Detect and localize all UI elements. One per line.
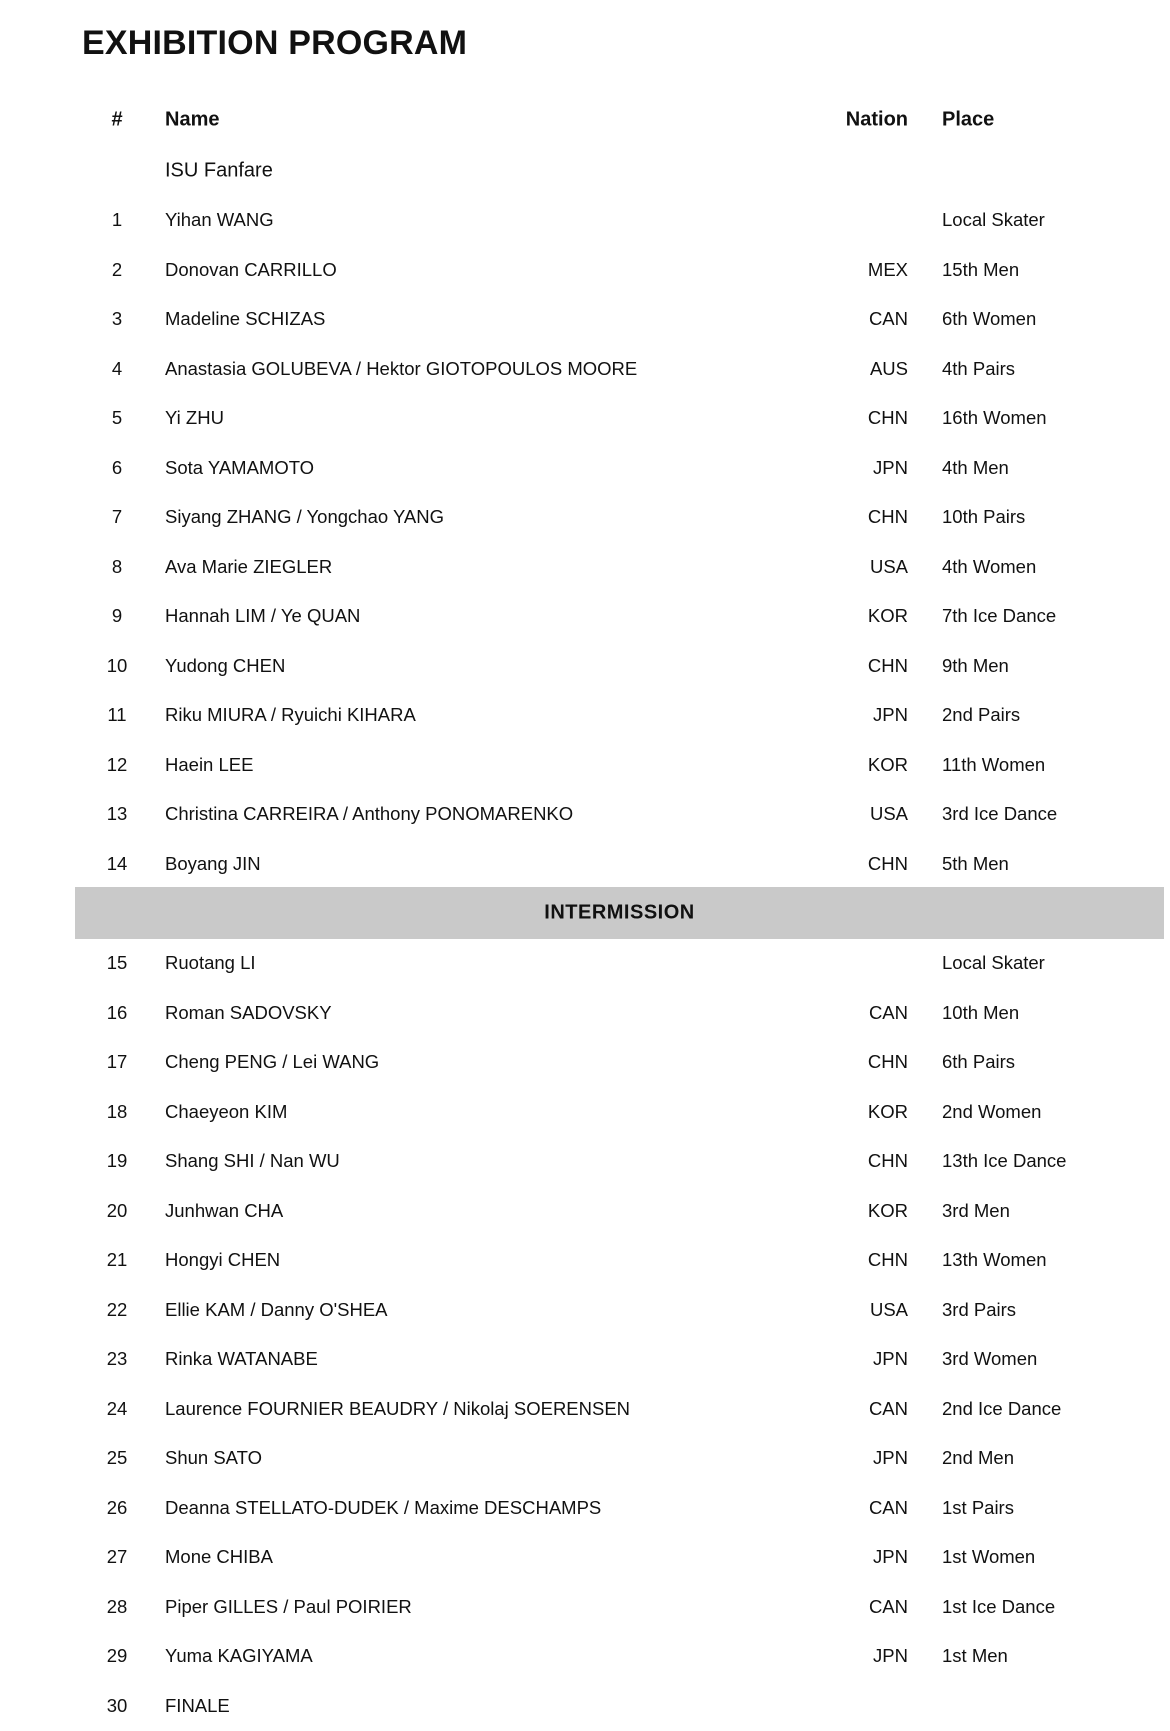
performer-name: Donovan CARRILLO [165,258,337,280]
program-part-2 [75,939,1164,1731]
performer-name: Yuma KAGIYAMA [165,1645,313,1667]
performer-number: 23 [106,1348,128,1370]
table-row [75,1137,1164,1187]
performer-number: 1 [111,209,123,231]
performer-name: Chaeyeon KIM [165,1100,288,1122]
table-row [75,1285,1164,1335]
table-row [75,641,1164,691]
performer-place: 13th Women [942,1249,1047,1271]
performer-place: 3rd Pairs [942,1298,1017,1320]
performer-nation: KOR [867,1100,908,1122]
performer-name: Anastasia GOLUBEVA / Hektor GIOTOPOULOS MOORE [165,357,638,379]
performer-name: Siyang ZHANG / Yongchao YANG [165,506,445,528]
performer-place: 13th Ice Dance [942,1150,1067,1172]
performer-number: 29 [106,1645,128,1667]
performer-place: 1st Women [942,1546,1036,1568]
performer-nation: KOR [867,605,908,627]
table-row [75,592,1164,642]
intermission-bar [75,887,1164,939]
performer-place: 3rd Men [942,1199,1010,1221]
performer-number: 13 [106,803,128,825]
performer-name: Shang SHI / Nan WU [165,1150,340,1172]
performer-name: Yihan WANG [165,209,274,231]
performer-nation: JPN [873,1447,908,1469]
table-row [75,1335,1164,1385]
performer-nation: CAN [868,1595,908,1617]
performer-name: Roman SADOVSKY [165,1001,332,1023]
performer-number: 22 [106,1298,128,1320]
performer-name: Shun SATO [165,1447,263,1469]
performer-name: Haein LEE [165,753,254,775]
performer-number: 10 [106,654,128,676]
performer-name: Ruotang LI [165,952,256,974]
column-header-name: Name [165,108,220,131]
performer-nation: JPN [873,1348,908,1370]
performer-number: 30 [106,1694,128,1716]
performer-nation: MEX [867,258,908,280]
performer-number: 14 [106,852,128,874]
column-header-place: Place [942,108,995,131]
performer-nation: JPN [873,1645,908,1667]
performer-nation: CHN [867,654,908,676]
table-row [75,1186,1164,1236]
table-row [75,394,1164,444]
performer-place: 1st Ice Dance [942,1595,1056,1617]
performer-name: Hongyi CHEN [165,1249,281,1271]
performer-number: 8 [111,555,123,577]
performer-nation: USA [869,555,908,577]
performer-name: Laurence FOURNIER BEAUDRY / Nikolaj SOERENSEN [165,1397,631,1419]
performer-number: 6 [111,456,123,478]
column-header-nation: Nation [845,108,908,131]
performer-number: 28 [106,1595,128,1617]
performer-place: Local Skater [942,952,1045,974]
performer-nation: JPN [873,1546,908,1568]
performer-number: 19 [106,1150,128,1172]
table-row [75,939,1164,989]
performer-nation: USA [869,803,908,825]
table-row [75,1236,1164,1286]
performer-name: Yi ZHU [165,407,224,429]
performer-number: 21 [106,1249,128,1271]
performer-nation: CHN [867,1051,908,1073]
performer-number: 2 [111,258,123,280]
performer-place: 2nd Ice Dance [942,1397,1062,1419]
performer-place: 9th Men [942,654,1009,676]
performer-name: Sota YAMAMOTO [165,456,315,478]
table-row [75,245,1164,295]
performer-place: 3rd Women [942,1348,1038,1370]
table-row [75,740,1164,790]
performer-number: 16 [106,1001,128,1023]
performer-number: 17 [106,1051,128,1073]
performer-name: Cheng PENG / Lei WANG [165,1051,380,1073]
opening-row [75,146,1164,196]
performer-number: 24 [106,1397,128,1419]
performer-name: Madeline SCHIZAS [165,308,326,330]
performer-place: Local Skater [942,209,1045,231]
table-row [75,1483,1164,1533]
performer-name: Deanna STELLATO-DUDEK / Maxime DESCHAMPS [165,1496,602,1518]
performer-place: 1st Men [942,1645,1008,1667]
performer-name: Hannah LIM / Ye QUAN [165,605,361,627]
table-row [75,1384,1164,1434]
performer-number: 15 [106,952,128,974]
performer-nation: CHN [867,1249,908,1271]
table-row [75,988,1164,1038]
performer-place: 2nd Women [942,1100,1042,1122]
performer-nation: CAN [868,1397,908,1419]
table-row [75,196,1164,246]
performer-place: 2nd Men [942,1447,1014,1469]
table-row [75,1582,1164,1632]
performer-place: 15th Men [942,258,1020,280]
table-row [75,542,1164,592]
performer-nation: KOR [867,753,908,775]
performer-number: 18 [106,1100,128,1122]
performer-number: 3 [111,308,123,330]
performer-name: Riku MIURA / Ryuichi KIHARA [165,704,416,726]
performer-place: 2nd Pairs [942,704,1021,726]
performer-place: 3rd Ice Dance [942,803,1058,825]
performer-place: 10th Men [942,1001,1020,1023]
performer-number: 26 [106,1496,128,1518]
performer-place: 5th Men [942,852,1009,874]
performer-number: 5 [111,407,123,429]
performer-name: Rinka WATANABE [165,1348,318,1370]
table-row [75,1087,1164,1137]
table-row [75,790,1164,840]
performer-place: 6th Pairs [942,1051,1016,1073]
table-row [75,1038,1164,1088]
performer-number: 20 [106,1199,128,1221]
performer-name: Ava Marie ZIEGLER [165,555,333,577]
performer-nation: CAN [868,308,908,330]
performer-place: 10th Pairs [942,506,1026,528]
column-header-number: # [111,108,123,131]
performer-nation: JPN [873,704,908,726]
performer-place: 11th Women [942,753,1046,775]
performer-nation: CHN [867,1150,908,1172]
performer-place: 16th Women [942,407,1047,429]
performer-number: 7 [111,506,123,528]
performer-name: Christina CARREIRA / Anthony PONOMARENKO [165,803,574,825]
performer-number: 27 [106,1546,128,1568]
performer-name: Junhwan CHA [165,1199,284,1221]
performer-number: 4 [111,357,123,379]
performer-name: Mone CHIBA [165,1546,273,1568]
program-table [75,94,1164,1731]
table-row [75,1434,1164,1484]
performer-name: FINALE [165,1694,230,1716]
table-row [75,1632,1164,1682]
performer-nation: USA [869,1298,908,1320]
table-row [75,295,1164,345]
performer-place: 7th Ice Dance [942,605,1057,627]
performer-nation: JPN [873,456,908,478]
performer-name: Ellie KAM / Danny O'SHEA [165,1298,388,1320]
performer-nation: AUS [869,357,908,379]
performer-number: 11 [107,704,127,726]
performer-number: 9 [111,605,123,627]
table-row [75,493,1164,543]
table-header [75,94,1164,146]
table-row [75,691,1164,741]
performer-name: Piper GILLES / Paul POIRIER [165,1595,412,1617]
performer-name: Boyang JIN [165,852,261,874]
performer-nation: CHN [867,852,908,874]
program-part-1 [75,196,1164,889]
performer-number: 12 [106,753,128,775]
performer-nation: CAN [868,1001,908,1023]
performer-nation: CHN [867,407,908,429]
performer-place: 4th Men [942,456,1009,478]
table-row [75,344,1164,394]
table-row [75,1533,1164,1583]
performer-place: 4th Women [942,555,1037,577]
page-title: EXHIBITION PROGRAM [82,24,468,62]
table-row [75,1681,1164,1731]
intermission-label: INTERMISSION [544,901,695,923]
performer-nation: CHN [867,506,908,528]
table-row [75,839,1164,889]
performer-name: Yudong CHEN [165,654,286,676]
performer-nation: KOR [867,1199,908,1221]
opening-label: ISU Fanfare [165,159,273,182]
performer-place: 6th Women [942,308,1037,330]
table-row [75,443,1164,493]
performer-nation: CAN [868,1496,908,1518]
performer-place: 1st Pairs [942,1496,1014,1518]
performer-place: 4th Pairs [942,357,1016,379]
performer-number: 25 [106,1447,128,1469]
